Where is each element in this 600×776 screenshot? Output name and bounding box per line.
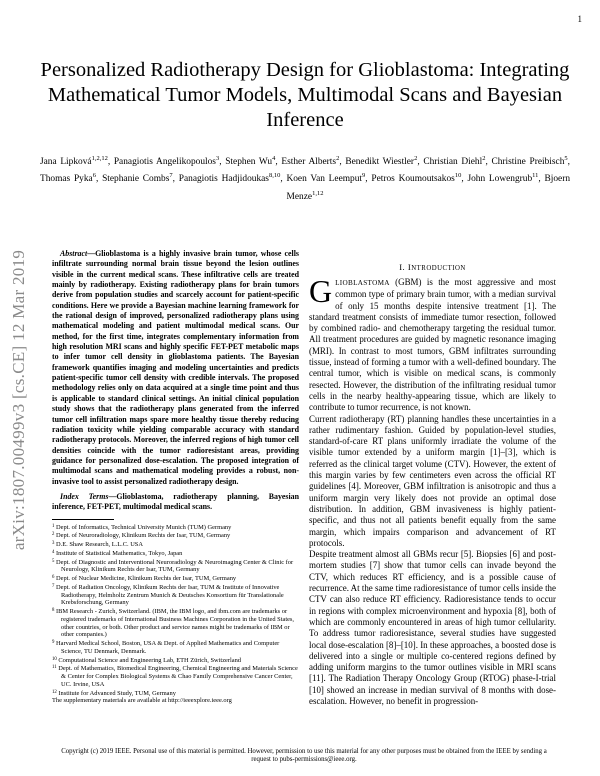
author-affiliation-marker: 9 [362,172,366,180]
footnote [52,689,299,698]
abstract [52,249,299,487]
arxiv-stamp-text: arXiv:1807.00499v3 [cs.CE] 12 Mar 2019 [9,249,28,551]
footnote-marker: 10 [52,656,57,662]
footnote [52,531,299,540]
author-name: Petros Koumoutsakos [371,174,455,185]
author-affiliation-marker: 1,12 [312,189,324,197]
intro-paragraph-3: Despite treatment almost all GBMs recur [5]. Biopsies [6] and post-mortem studies [7] show that tumor cells can invade beyond the CTV, which reduces RT efficiency, and is a possible cause of recurrence. At the same time radioresistance of tumor cells inside the CTV can also reduce RT efficiency. Radioresistance tends to occur in regions with complex microenvironment and hypoxia [8], both of which are commonly encountered in areas of high tumor cellularity. To address tumor radioresistance, several studies have suggested local dose-escalation [8]–[10]. In these approaches, a boosted dose is delivered into a single or multiple co-centered regions defined by adding uniform margins to the tumor outlines visible in MRI scans [11]. The Radiation Therapy Oncology Group (RTOG) phase-I-trial [10] showed an increase in median survival of 8 months with dose-escalation. However, no benefit in progression- [309,549,556,706]
footnote [52,540,299,549]
footnote [52,574,299,583]
paper-title: Personalized Radiotherapy Design for Glioblastoma: Integrating Mathematical Tumor Models, Multimodal Scans and Bayesian Inference [40,59,570,131]
intro-paragraph-1-text: (GBM) is the most aggressive and most common type of primary brain tumor, with a median survival of only 15 months despite intensive treatment [1]. The standard treatment consists of immediate tumor resection, followed by combined radio- and chemotherapy targeting the residual tumor. All treatment procedures are guided by magnetic resonance imaging (MRI). In contrast to most tumors, GBM infiltrates surrounding tissue, instead of forming a tumor with a well-defined boundary. The central tumor, which is visible on medical scans, is commonly resected. However, the distribution of the infiltrating residual tumor cells in the nearby healthy-appearing tissue, which are likely to contribute to tumor recurrence, is not known. [309,277,556,413]
footnote-text: Dept. of Diagnostic and Interventional Neuroradiology & Neuroimaging Center & Clinic for Neurology, Klinikum Rechts der Isar, TUM, Germany [54,558,294,574]
author-name: Bjoern Menze [286,174,571,202]
author-name: John Lowengrub [467,174,533,185]
right-column [309,262,556,707]
footnote-text: Dept. of Radiation Oncology, Klinikum Rechts der Isar, TUM & Institute of Innovative Radiotherapy, Helmholtz Zentrum Munich & Deutsches Konsortium für Translationale Krebsforschung, Germany [54,583,284,607]
footnote [52,664,299,688]
footnote-marker: 6 [52,575,55,581]
page-number: 1 [577,14,582,24]
footnote-marker: 8 [52,608,55,614]
footnote-text: Dept. of Neuroradiology, Klinikum Rechts der Isar, TUM, Germany [54,532,231,540]
intro-paragraph-1 [309,273,556,414]
author-affiliation-marker: 2 [336,155,340,162]
footnote-marker: 7 [52,583,55,589]
author-name: Esther Alberts [281,157,337,168]
intro-paragraph-2: Current radiotherapy (RT) planning handles these uncertainties in a rather rudimentary fashion. Guided by population-level studies, standard-of-care RT plans uniformly irradiate the volume of the visible tumor extended by a uniform margin [1]–[3], which is referred as the clinical target volume (CTV). However, the extent of this margin varies by few centimeters even across the official RT guidelines [4]. Moreover, GBM infiltration is anisotropic and thus a uniform margin very likely does not provide an optimal dose distribution. In addition, GBM invasiveness is highly patient-specific, and thus not all patients benefit equally from the same margin, which impairs comparison and advancement of RT protocols. [309,413,556,548]
author-affiliation-marker: 1,2,12 [91,155,108,162]
author-name: Panagiotis Angelikopoulos [113,157,216,168]
section-numeral: I. I [399,262,412,272]
footnote [52,523,299,532]
author-affiliation-marker: 11 [532,172,539,180]
arxiv-stamp [8,190,30,610]
intro-smallcaps: LIOBLASTOMA [335,279,390,287]
author-list: Jana Lipková$^{1,2,12}$, Panagiotis Angelikopoulos$^3$, Stephen Wu$^4$, Esther Alberts$^2$, Benedikt Wiestler$^2$, Christian Diehl$^2$, Christine Preibisch$^5$, Thomas Pyka$^6$, Stephanie Combs$^7$, Panagiotis Hadjidoukas$^{8,10}$, Koen Van Leemput$^9$, Petros Koumoutsakos$^{10}$, John Lowengrub$^{11}$, Bjoern Menze$^{1,12}$ [40,155,571,202]
footnote-text: Institute for Advanced Study, TUM, Germany [56,689,176,697]
author-name: Benedikt Wiestler [345,157,415,168]
footnote-text: Computational Science and Engineering Lab, ETH Zürich, Switzerland [56,656,242,664]
footnote-text: Harvard Medical School, Boston, USA & Dept. of Applied Mathematics and Computer Science, TU Denmark, Denmark. [54,640,280,655]
author-affiliation-marker: 4 [272,155,276,162]
author-affiliation-marker: 2 [414,155,418,162]
section-heading [309,262,556,272]
author-name: Panagiotis Hadjidoukas [178,174,269,185]
author-affiliation-marker: 8,10 [268,172,281,180]
footnote-marker: 5 [52,558,55,564]
footnote-marker: 1 [52,523,55,529]
footnote-text: Institute of Statistical Mathematics, Tokyo, Japan [54,549,183,557]
footnote-text: Dept. of Nuclear Medicine, Klinikum Rechts der Isar, TUM, Germany [54,575,237,583]
author-name: Jana Lipková [40,157,92,168]
footnote-marker: 4 [52,549,55,555]
footnote-text: D.E. Shaw Research, L.L.C. USA [54,541,143,549]
affiliation-list [52,523,299,698]
author-name: Christian Diehl [423,157,483,168]
author-name: Stephanie Combs [102,174,170,185]
author-name: Christine Preibisch [491,157,565,168]
footnote [52,656,299,665]
copyright-notice: Copyright (c) 2019 IEEE. Personal use of this material is permitted. However, permission to use this material for any other purposes must be obtained from the IEEE by sending a request to pubs-permissions@ieee.org. [61,748,547,764]
footnote-marker: 12 [52,689,57,695]
author-affiliation-marker: 2 [482,155,486,162]
author-affiliation-marker: 10 [454,172,462,180]
footnote-rule [52,519,114,520]
author-name: Koen Van Leemput [286,174,363,185]
footnote-text: IBM Research - Zurich, Switzerland. (IBM, the IBM logo, and ibm.com are trademarks or registered trademarks of International Business Machines Corporation in the United States, other countries, or both. Other product and service names might be trademarks of IBM or other companies.) [54,608,295,639]
footnote-text: Dept. of Informatics, Technical University Munich (TUM) Germany [54,523,232,531]
author-affiliation-marker: 3 [215,155,220,162]
supplementary-note: The supplementary materials are available at http://ieeexplore.ieee.org [52,697,232,705]
section-title: NTRODUCTION [411,265,466,272]
footnote [52,549,299,558]
author-affiliation-marker: 5 [564,155,568,162]
author-name: Stephen Wu [225,157,273,168]
author-name: Thomas Pyka [40,174,93,185]
footnote [52,639,299,656]
footnotes [52,523,299,706]
abstract-lead: Abstract [60,249,88,258]
author-affiliation-marker: 7 [169,172,173,180]
footnote [52,607,299,639]
author-affiliation-marker: 6 [92,172,96,180]
index-terms [52,492,299,513]
drop-cap: G [309,273,333,309]
footnote-marker: 3 [52,541,55,547]
index-terms-text: —Glioblastoma, radiotherapy planning, Bayesian inference, FET-PET, multimodal medical scans. [52,491,300,512]
index-terms-lead: Index Terms [60,491,109,501]
footnote-marker: 9 [52,640,55,646]
footnote-text: Dept. of Mathematics, Biomedical Engineering, Chemical Engineering and Materials Science & Center for Complex Biological Systems & Chao Family Comprehensive Cancer Center, UC. Irvine, USA [56,665,298,688]
abstract-text: —Glioblastoma is a highly invasive brain tumor, whose cells infiltrate surrounding normal brain tissue beyond the lesion outlines visible in the current medical scans. These infiltrative cells are treated mainly by radiotherapy. Existing radiotherapy plans for brain tumors derive from population studies and scarcely account for patient-specific conditions. Here we provide a Bayesian machine learning framework for the rational design of improved, personalized radiotherapy plans using mathematical modeling and patient multimodal medical scans. Our method, for the first time, integrates complementary information from high resolution MRI scans and highly specific FET-PET metabolic maps to infer tumor cell density in glioblastoma patients. The Bayesian framework quantifies imaging and modeling uncertainties and predicts patient-specific tumor cell density with credible intervals. The proposed methodology relies only on data acquired at a single time point and thus is applicable to standard clinical settings. An initial clinical population study shows that the radiotherapy plans generated from the inferred tumor cell infiltration maps spare more healthy tissue thereby reducing radiation toxicity while yielding comparable accuracy with standard radiotherapy protocols. Moreover, the inferred regions of high tumor cell densities coincide with the tumor radioresistant areas, providing guidance for personalized dose-escalation. The proposed integration of multimodal scans and mathematical modeling provides a robust, non-invasive tool to assist personalized radiotherapy design. [52,249,299,486]
footnote-marker: 2 [52,532,55,538]
left-column [52,249,299,705]
footnote-marker: 11 [52,665,57,671]
footnote [52,583,299,607]
footnote [52,558,299,575]
